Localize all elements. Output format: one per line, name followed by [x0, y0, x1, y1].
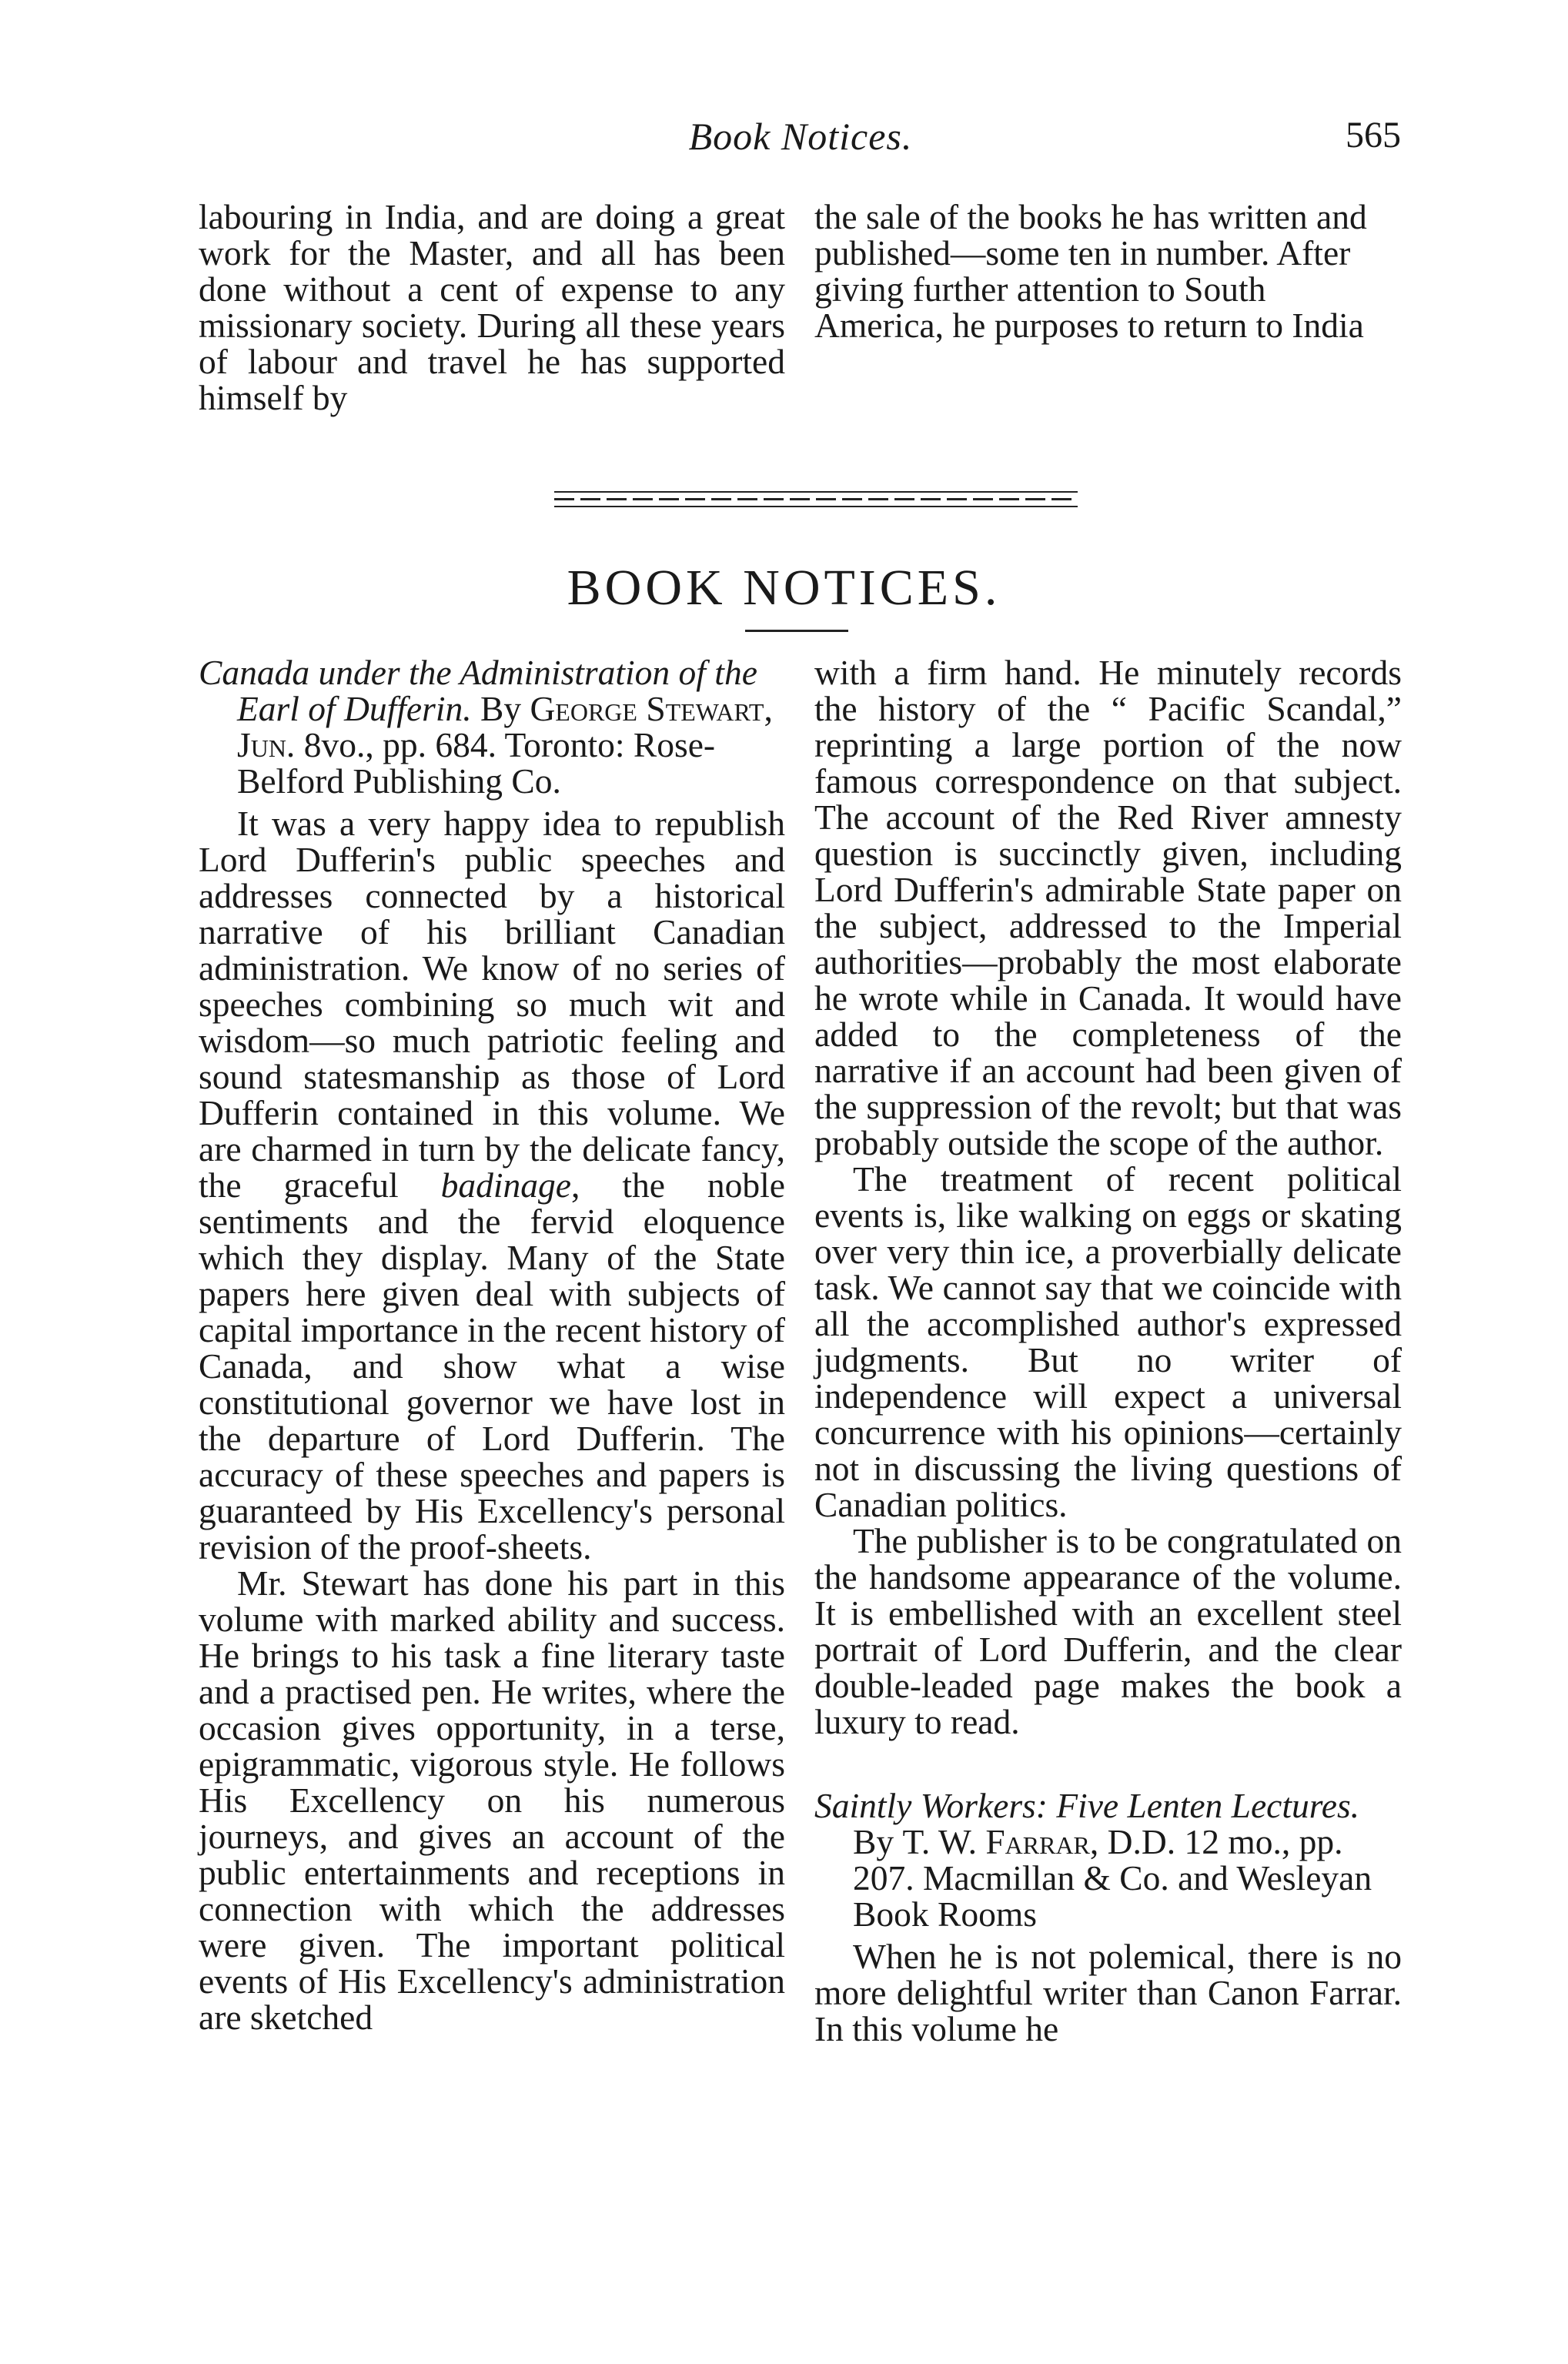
by-word: By — [480, 689, 522, 728]
book-title: Canada under the Administration of the Earl of Dufferin. — [199, 653, 757, 728]
book-heading-canada — [199, 654, 785, 799]
book-author: T. W. Farrar, D.D. — [902, 1822, 1176, 1861]
book-author: George Stewart, Jun. — [237, 689, 773, 764]
running-title: Book Notices. — [688, 115, 913, 158]
continuation-right — [814, 199, 1402, 343]
book-title: Saintly Workers: Five Lenten Lectures. — [814, 1786, 1360, 1825]
book-publication: 12 mo., pp. 207. Macmillan & Co. and Wesleyan Book Rooms — [853, 1822, 1372, 1934]
notice-column-right — [814, 654, 1402, 2047]
book-heading-saintly-workers — [814, 1787, 1402, 1932]
page-header — [200, 114, 1401, 168]
continuation-paragraph-right: the sale of the books he has written and published—some ten in number. After giving further attention to South America, he purposes to return to India — [814, 197, 1367, 345]
by-word: By — [853, 1822, 894, 1861]
page-number: 565 — [1346, 115, 1401, 155]
continuation-left — [199, 199, 785, 416]
review-paragraph: Mr. Stewart has done his part in this volume with marked ability and success. He brings to his task a fine literary taste and a practised pen. He writes, where the occasion gives opportunity, in a terse, epigrammatic, vigorous style. He follows His Excellency on his numerous journeys, and gives an account of the public entertainments and receptions in connection with which the addresses were given. The important political events of His Excellency's administration are sketched — [199, 1563, 785, 2037]
review-paragraph — [199, 805, 785, 1565]
review-paragraph: with a firm hand. He minutely records the history of the “ Pacific Scandal,” reprinting a large portion of the now famous correspondence on that subject. The account of the Red River amnesty question is succinctly given, including Lord Dufferin's admirable State paper on the subject, addressed to the Imperial authorities—probably the most elaborate he wrote while in Canada. It would have added to the completeness of the narrative if an account had been given of the suppression of the revolt; but that was probably outside the scope of the author. — [814, 653, 1402, 1162]
review-paragraph: The publisher is to be congratulated on the handsome appearance of the volume. It is embellished with an excellent steel portrait of Lord Dufferin, and the clear double-leaded page makes the book a luxury to read. — [814, 1521, 1402, 1741]
section-title: BOOK NOTICES. — [567, 560, 1001, 616]
italic-term: badinage — [440, 1165, 571, 1205]
review-text: , the noble sentiments and the fervid eloquence which they display. Many of the State papers here given deal with subjects of capital importance in the recent history of Canada, and show what a wise constitutional governor we have lost in the departure of Lord Dufferin. The accuracy of these speeches and papers is guaranteed by His Excellency's personal revision of the proof-sheets. — [199, 1165, 785, 1567]
review-text: It was a very happy idea to republish Lord Dufferin's public speeches and addresses connected by a historical narrative of his brilliant Canadian administration. We know of no series of speeches combining so much wit and wisdom—so much patriotic feeling and sound statesmanship as those of Lord Dufferin contained in this volume. We are charmed in turn by the delicate fancy, the graceful — [199, 804, 785, 1205]
continuation-paragraph-left: labouring in India, and are doing a great work for the Master, and all has been done without a cent of expense to any missionary society. During all these years of labour and travel he has supported himself by — [199, 197, 785, 417]
review-paragraph: When he is not polemical, there is no more delightful writer than Canon Farrar. In this volume he — [814, 1937, 1402, 2048]
review-paragraph: The treatment of recent political events is, like walking on eggs or skating over very thin ice, a proverbially delicate task. We cannot say that we coincide with all the accomplished author's expressed judgments. But no writer of independence will expect a universal concurrence with his opinions—certainly not in discussing the living questions of Canadian politics. — [814, 1159, 1402, 1524]
notice-column-left — [199, 654, 785, 2035]
title-rule — [745, 630, 848, 632]
section-divider-ornament — [554, 491, 1078, 508]
book-publication: 8vo., pp. 684. Toronto: Rose-Belford Publishing Co. — [237, 725, 716, 801]
